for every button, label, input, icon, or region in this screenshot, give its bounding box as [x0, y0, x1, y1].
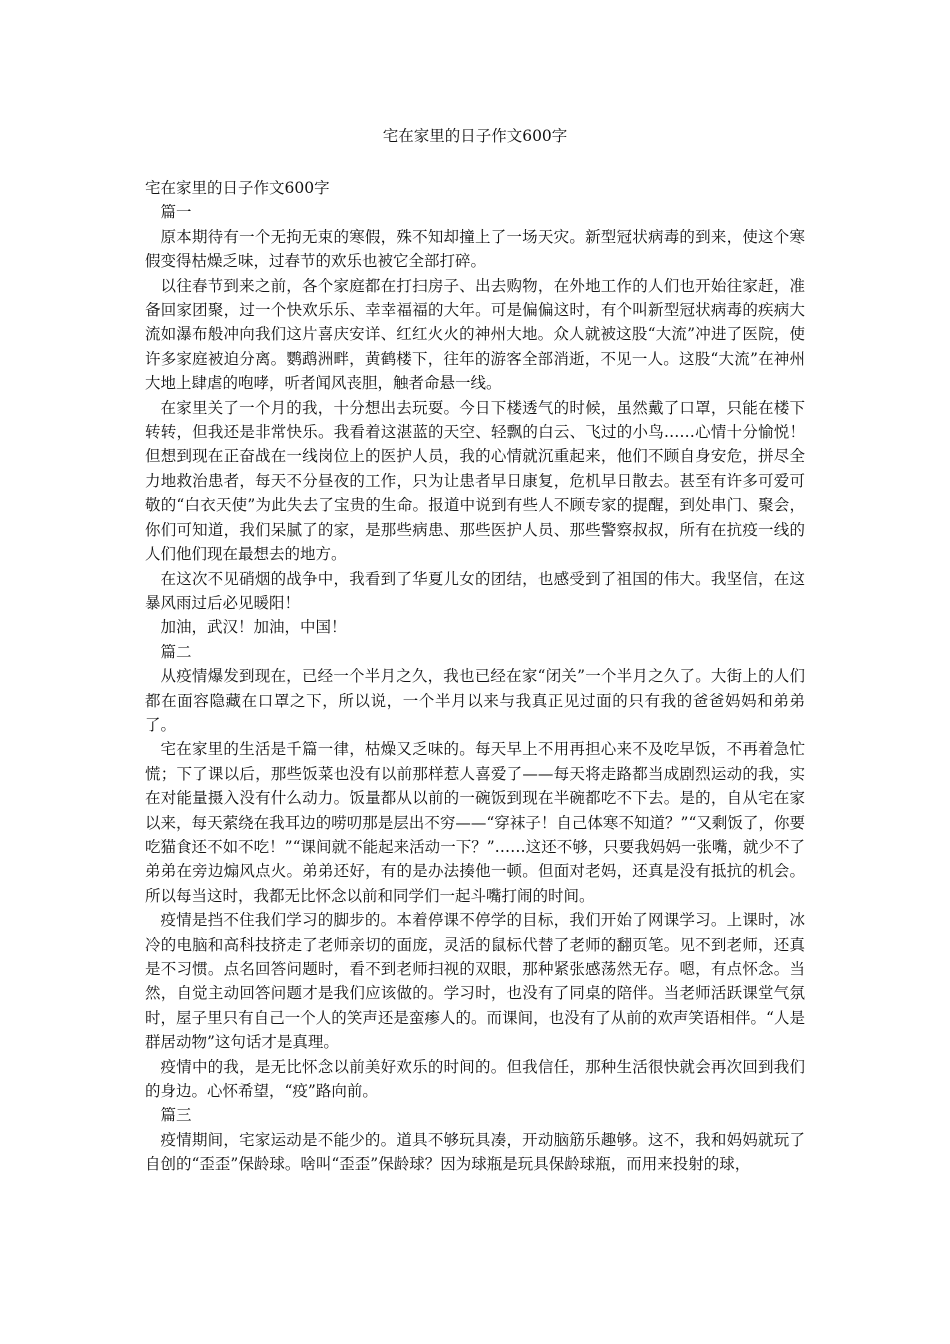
page-title: 宅在家里的日子作文600字 [382, 127, 568, 145]
paragraph: 以往春节到来之前，各个家庭都在打扫房子、出去购物，在外地工作的人们也开始往家赶，准备回家团聚，过一个快欢乐乐、幸幸福福的大年。可是偏偏这时，有个叫新型冠状病毒的疾病大流如瀑布般冲向我们这片喜庆安详、红红火火的神州大地。众人就被这股“大流”冲进了医院，使许多家庭被迫分离。鹦鹉洲畔，黄鹤楼下，往年的游客全部消逝，不见一人。这股“大流”在神州大地上肆虐的咆哮，听者闻风丧胆，触者命悬一线。 [145, 276, 805, 393]
section-label-1: 篇一 [160, 203, 192, 222]
paragraph: 原本期待有一个无拘无束的寒假，殊不知却撞上了一场天灾。新型冠状病毒的到来，使这个寒假变得枯燥乏味，过春节的欢乐也被它全部打碎。 [145, 227, 805, 271]
section-label-3: 篇三 [160, 1106, 192, 1125]
paragraph: 加油，武汉！加油，中国！ [160, 618, 347, 637]
paragraph: 疫情期间，宅家运动是不能少的。道具不够玩具凑，开动脑筋乐趣够。这不，我和妈妈就玩了自创的“歪歪”保龄球。啥叫“歪歪”保龄球？因为球瓶是玩具保龄球瓶，而用来投射的球， [145, 1130, 805, 1174]
paragraph: 从疫情爆发到现在，已经一个半月之久，我也已经在家“闭关”一个半月之久了。大街上的人们都在面容隐藏在口罩之下，所以说，一个半月以来与我真正见过面的只有我的爸爸妈妈和弟弟了。 [145, 667, 805, 734]
section-label-2: 篇二 [160, 642, 192, 661]
paragraph: 疫情中的我，是无比怀念以前美好欢乐的时间的。但我信任，那种生活很快就会再次回到我们的身边。心怀希望，“疫”路向前。 [145, 1057, 805, 1101]
paragraph: 疫情是挡不住我们学习的脚步的。本着停课不停学的目标，我们开始了网课学习。上课时，冰冷的电脑和高科技挤走了老师亲切的面庞，灵活的鼠标代替了老师的翻页笔。见不到老师，还真是不习惯。点名回答问题时，看不到老师扫视的双眼，那种紧张感荡然无存。嗯，有点怀念。当然，自觉主动回答问题才是我们应该做的。学习时，也没有了同桌的陪伴。当老师活跃课堂气氛时，屋子里只有自己一个人的笑声还是蛮瘆人的。而课间，也没有了从前的欢声笑语相伴。“人是群居动物”这句话才是真理。 [145, 911, 805, 1052]
document-heading: 宅在家里的日子作文600字 [145, 179, 330, 197]
paragraph: 在这次不见硝烟的战争中，我看到了华夏儿女的团结，也感受到了祖国的伟大。我坚信，在这暴风雨过后必见暖阳！ [145, 569, 805, 612]
paragraph: 在家里关了一个月的我，十分想出去玩耍。今日下楼透气的时候，虽然戴了口罩，只能在楼下转转，但我还是非常快乐。我看着这湛蓝的天空、轻飘的白云、飞过的小鸟……心情十分愉悦！但想到现在正奋战在一线岗位上的医护人员，我的心情就沉重起来，他们不顾自身安危，拼尽全力地救治患者，每天不分昼夜的工作，只为让患者早日康复，危机早日散去。甚至有许多可爱可敬的“白衣天使”为此失去了宝贵的生命。报道中说到有些人不顾专家的提醒，到处串门、聚会，你们可知道，我们呆腻了的家，是那些病患、那些医护人员、那些警察叔叔，所有在抗疫一线的人们他们现在最想去的地方。 [145, 398, 805, 564]
document-body [145, 176, 805, 1177]
paragraph: 宅在家里的生活是千篇一律，枯燥又乏味的。每天早上不用再担心来不及吃早饭，不再着急忙慌；下了课以后，那些饭菜也没有以前那样惹人喜爱了——每天将走路都当成剧烈运动的我，实在对能量摄入没有什么动力。饭量都从以前的一碗饭到现在半碗都吃不下去。是的，自从宅在家以来，每天萦绕在我耳边的唠叨那是层出不穷——“穿袜子！自己体寒不知道？”“又剩饭了，你要吃猫食还不如不吃！”“课间就不能起来活动一下？”……这还不够，只要我妈妈一张嘴，就少不了弟弟在旁边煽风点火。弟弟还好，有的是办法揍他一顿。但面对老妈，还真是没有抵抗的机会。所以每当这时，我都无比怀念以前和同学们一起斗嘴打闹的时间。 [145, 740, 805, 905]
